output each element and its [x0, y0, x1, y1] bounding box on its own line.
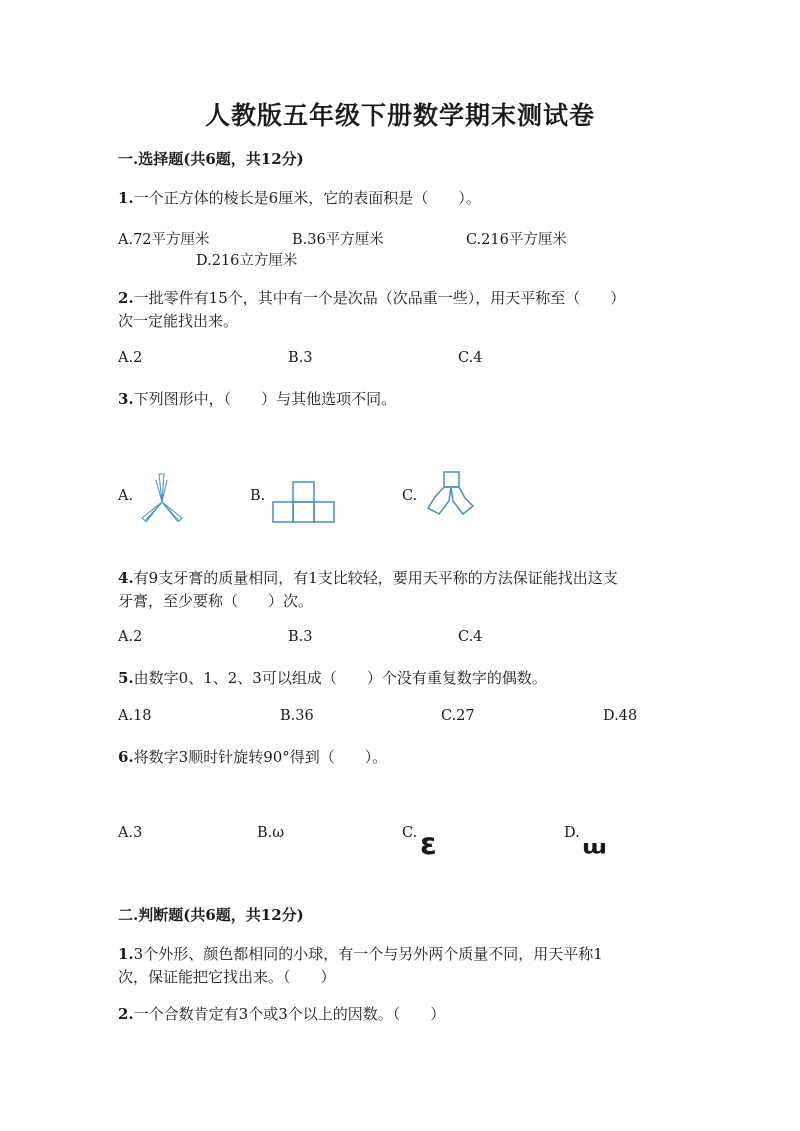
question-6 [118, 746, 387, 769]
option-c: C.4 [458, 629, 483, 645]
section-heading-judgment: 二.判断题(共6题，共12分) [118, 906, 304, 924]
question-text: 将数字3顺时针旋转90°得到（ ）。 [133, 748, 388, 766]
question-text: 一个正方体的棱长是6厘米，它的表面积是（ ）。 [133, 189, 481, 207]
section-heading-choice: 一.选择题(共6题，共12分) [118, 150, 304, 168]
option-d: D.48 [603, 708, 638, 724]
question-2-line2: 次一定能找出来。 [118, 312, 239, 330]
question-2 [118, 287, 625, 310]
question-text-line1: 3个外形、颜色都相同的小球，有一个与另外两个质量不同，用天平称1 [133, 945, 603, 963]
option-b: B.3 [288, 350, 313, 366]
figure-c-pinwheel [422, 468, 482, 522]
question-number: 3. [118, 390, 134, 408]
question-text-line1: 一批零件有15个，其中有一个是次品（次品重一些），用天平称至（ ） [133, 289, 626, 307]
option-b: B.36平方厘米 [292, 232, 384, 248]
option-b: B.36 [280, 708, 314, 724]
question-number: 2. [118, 1005, 134, 1023]
option-b: B.ω [257, 825, 285, 841]
option-a: A.2 [118, 629, 143, 645]
rotated-three-glyph-c: ε [420, 827, 437, 862]
option-d: D. [564, 825, 580, 841]
judgment-question-1-line2: 次，保证能把它找出来。（ ） [118, 968, 336, 986]
option-a: A.2 [118, 350, 143, 366]
question-text: 一个合数肯定有3个或3个以上的因数。（ ） [133, 1005, 446, 1023]
option-b: B. [250, 488, 266, 504]
rotated-three-glyph-d: ɯ [582, 835, 608, 859]
page-title: 人教版五年级下册数学期末测试卷 [204, 101, 595, 130]
question-4-line2: 牙膏，至少要称（ ）次。 [118, 592, 314, 610]
option-c: C.27 [441, 708, 475, 724]
option-a: A.3 [118, 825, 143, 841]
option-a: A.18 [118, 708, 152, 724]
question-4 [118, 567, 618, 590]
option-a: A.72平方厘米 [118, 232, 210, 248]
judgment-question-1 [118, 943, 603, 966]
question-text-line1: 有9支牙膏的质量相同，有1支比较轻，要用天平称的方法保证能找出这支 [133, 569, 618, 587]
question-number: 1. [118, 945, 134, 963]
question-number: 6. [118, 748, 134, 766]
figure-b-squares [272, 480, 338, 524]
figure-a-blades [138, 470, 190, 530]
question-text: 由数字0、1、2、3可以组成（ ）个没有重复数字的偶数。 [133, 669, 547, 687]
question-number: 4. [118, 569, 134, 587]
question-number: 2. [118, 289, 134, 307]
question-number: 1. [118, 189, 134, 207]
option-c: C. [402, 488, 418, 504]
option-d: D.216立方厘米 [196, 253, 298, 269]
judgment-question-2 [118, 1003, 445, 1026]
option-c: C.216平方厘米 [466, 232, 567, 248]
option-c: C.4 [458, 350, 483, 366]
option-c: C. [402, 825, 418, 841]
option-a: A. [118, 488, 134, 504]
question-5 [118, 667, 547, 690]
option-b: B.3 [288, 629, 313, 645]
question-1 [118, 187, 481, 210]
question-text: 下列图形中，（ ）与其他选项不同。 [133, 390, 397, 408]
question-3 [118, 388, 396, 411]
question-number: 5. [118, 669, 134, 687]
